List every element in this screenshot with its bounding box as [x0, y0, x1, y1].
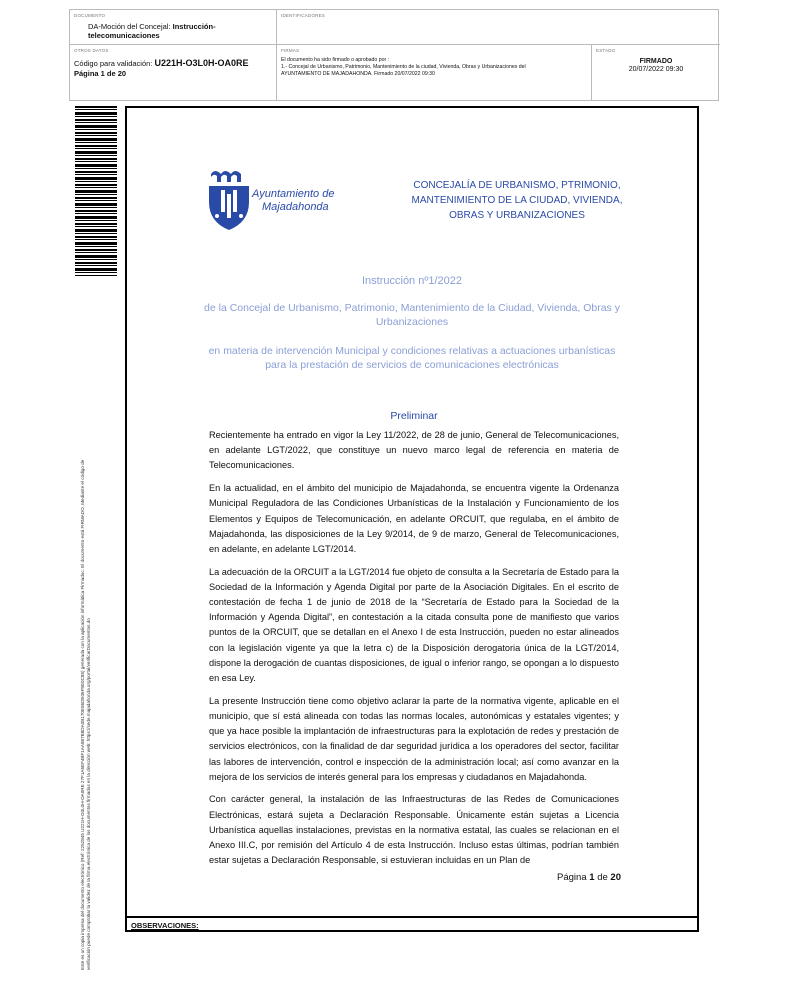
page-label: Página: [557, 872, 587, 883]
concejalia-heading: [407, 178, 627, 223]
instruccion-title: Instrucción nº1/2022: [361, 275, 463, 287]
concejalia-line-1: CONCEJALÍA DE URBANISMO, PTRIMONIO,: [413, 180, 621, 191]
side-text-line-1: Este es un copia impresa del documento electrónico (Ref: 2252845 U221H-O3L0H-OA0RE 27F1A6EF4BF1AA887B8DA0B170E56DE06F8E0C85) generada con la aplicación informática Firmadoc. El documento está FIRMADO. Mediante el código de: [80, 459, 85, 970]
page-number: [517, 872, 621, 883]
documento-caption: DOCUMENTO: [74, 13, 106, 18]
subtitle-2-line-1: en materia de intervención Municipal y condiciones relativas a actuaciones urbanísticas: [208, 345, 616, 357]
ayuntamiento-name: [252, 188, 334, 214]
document-header: [69, 9, 719, 101]
page-total: 20: [610, 872, 621, 883]
documento-name: Instrucción-telecomunicaciones: [88, 22, 216, 40]
estado-caption: ESTADO: [596, 48, 616, 53]
ayuntamiento-line-2: Majadahonda: [262, 201, 329, 213]
codigo-value: U221H-O3L0H-OA0RE: [154, 58, 249, 68]
concejalia-line-2: MANTENIMIENTO DE LA CIUDAD, VIVIENDA,: [411, 195, 623, 206]
documento-cell: [70, 10, 277, 45]
page-current: 1: [589, 872, 595, 883]
identificadores-caption: IDENTIFICADORES: [281, 13, 326, 18]
firmas-cell: [277, 45, 592, 101]
paragraph: Con carácter general, la instalación de las Infraestructuras de las Redes de Comunicaciones Electrónicas, estará sujeta a Declaración Responsable. Únicamente están sujetas a Licencia Urbanística aquellas instalaciones, previstas en la normativa estatal, las cuales se relacionan en el Anexo III.C, por remisión del Artículo 4 de esta Instrucción. Incluso estas últimas, podrían también estar sujetas a Declaración Responsable, si estuvieran incluidas en un Plan de: [209, 794, 619, 866]
subtitle-2-line-2: para la prestación de servicios de comunicaciones electrónicas: [265, 359, 559, 371]
firmas-line-1: El documento ha sido firmado o aprobado por :: [281, 57, 390, 63]
concejalia-line-3: OBRAS Y URBANIZACIONES: [449, 210, 585, 221]
paragraph: La adecuación de la ORCUIT a la LGT/2014 fue objeto de consulta a la Secretaría de Estado para la Sociedad de la Información y Agenda Digital por parte de la Asociación Digitales. En el escrito de contestación de fecha 1 de junio de 2018 de la “Secretaría de Estado para la Sociedad de la Información y Agenda Digital”, en contestación a la citada consulta pone de manifiesto que varios puntos de la ORCUIT, que se detallan en el Anexo I de esta Instrucción, pueden no estar alineados con la legislación vigente ya que la letra c) de la Disposición derogatoria única de la LGT/2014, dispone la derogación de cuantas disposiciones, de igual o inferior rango, se opongan a lo dispuesto en esa Ley.: [209, 566, 619, 684]
body-text: [209, 428, 619, 876]
firmas-caption: FIRMAS: [281, 48, 300, 53]
preliminar-heading: Preliminar: [390, 410, 438, 422]
majadahonda-logo-icon: [207, 168, 251, 232]
barcode: [75, 106, 117, 276]
ayuntamiento-line-1: Ayuntamiento de: [252, 188, 335, 200]
otros-datos-cell: [70, 45, 277, 101]
identificadores-cell: [277, 10, 720, 45]
side-verification-text: [80, 300, 92, 970]
subtitle-1-line-1: de la Concejal de Urbanismo, Patrimonio, Mantenimiento de la Ciudad, Vivienda, Obras y: [204, 302, 620, 314]
estado-date: 20/07/2022 09:30: [628, 66, 684, 73]
paragraph: La presente Instrucción tiene como objetivo aclarar la parte de la normativa vigente, aplicable en el municipio, que sí está alineada con todas las normas locales, autonómicas y estatales vigentes; y que ya hace posible la implantación de infraestructuras para la explotación de redes y prestación de servicios electrónicos, con la finalidad de dar seguridad jurídica a los operadores del sector, facilitar las labores de intervención, control e inspección de la administración local; así como avanzar en la mejora de los servicios de interés general para los empresas y ciudadanos en Majadahonda.: [209, 695, 619, 782]
otros-datos-caption: OTROS DATOS: [74, 48, 109, 53]
observaciones-bar: [127, 916, 697, 932]
estado-cell: [592, 45, 720, 101]
page-of: de: [597, 872, 608, 883]
paragraph: Recientemente ha entrado en vigor la Ley 11/2022, de 28 de junio, General de Telecomunicaciones, en adelante LGT/2022, que constituye un nuevo marco legal de referencia en materia de Telecomunicaciones.: [209, 430, 619, 471]
observaciones-label: OBSERVACIONES:: [131, 921, 199, 930]
document-page: [125, 106, 699, 932]
subtitle-1-line-2: Urbanizaciones: [375, 316, 449, 328]
side-text-line-2: verificación puede comprobar la validez de la firma electrónica de los documentos firmados en la dirección web: https://sede.majadahonda.org/portal/verificarDocumentos.do: [86, 618, 91, 970]
subtitle-1: [137, 301, 687, 329]
subtitle-2: [137, 344, 687, 372]
firmas-line-3: AYUNTAMIENTO DE MAJADAHONDA. Firmado 20/07/2022 09:30: [281, 71, 435, 77]
documento-prefix: DA-Moción del Concejal:: [88, 22, 171, 31]
pagina-info: Página 1 de 20: [74, 69, 127, 78]
firmas-line-2: 1.- Concejal de Urbanismo, Patrimonio, Mantenimiento de la ciudad, Vivienda, Obras y Urbanizaciones del: [281, 64, 526, 70]
codigo-label: Código para validación:: [74, 59, 153, 68]
paragraph: En la actualidad, en el ámbito del municipio de Majadahonda, se encuentra vigente la Ordenanza Municipal Reguladora de las Condiciones Urbanísticas de la Instalación y Funcionamiento de los Elementos y Equipos de Telecomunicación, en adelante ORCUIT, que regulaba, en el ámbito de Majadahonda, las disposiciones de la Ley 9/2014, de 9 de marzo, General de Telecomunicaciones, en adelante, en adelante LGT/2014.: [209, 483, 619, 554]
estado-value: FIRMADO: [639, 58, 673, 65]
